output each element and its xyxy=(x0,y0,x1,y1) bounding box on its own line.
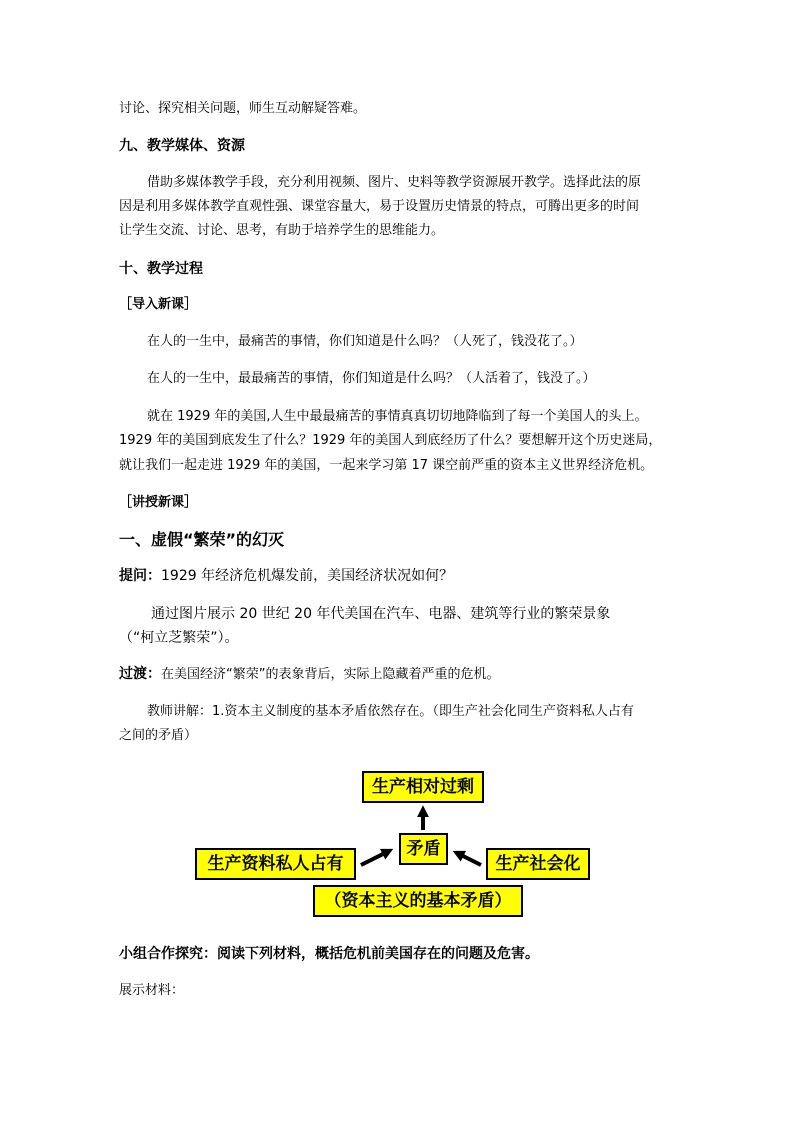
intro-label: ［导入新课］ xyxy=(119,297,198,312)
text-line: 讨论、探究相关问题，师生互动解疑答难。 xyxy=(119,101,367,116)
arrow-right-to-center xyxy=(457,853,481,865)
question-label: 提问： xyxy=(119,568,161,584)
lecture-label: ［讲授新课］ xyxy=(119,495,198,510)
section-heading: 一、虚假“繁荣”的幻灭 xyxy=(119,530,285,549)
question-line xyxy=(119,567,453,585)
text-line: 借助多媒体教学手段，充分利用视频、图片、史料等教学资源展开教学。选择此法的原 xyxy=(147,175,642,190)
text-line: 就在 1929 年的美国,人生中最最痛苦的事情真真切切地降临到了每一个美国人的头上。 xyxy=(147,409,648,424)
diagram-box-socialized-production: 生产社会化 xyxy=(486,848,590,880)
text-line: 通过图片展示 20 世纪 20 年代美国在汽车、电器、建筑等行业的繁荣景象 xyxy=(151,606,611,622)
text-line: 在人的一生中，最痛苦的事情，你们知道是什么吗？（人死了，钱没花了。） xyxy=(147,334,583,349)
diagram-box-private-ownership: 生产资料私人占有 xyxy=(195,848,356,880)
group-task: 小组合作探究：阅读下列材料，概括危机前美国存在的问题及危害。 xyxy=(119,946,539,962)
question-text: 1929 年经济危机爆发前，美国经济状况如何？ xyxy=(161,568,454,584)
text-line: 因是利用多媒体教学直观性强、课堂容量大，易于设置历史情景的特点，可腾出更多的时间 xyxy=(119,199,640,214)
transition-line xyxy=(119,666,499,683)
transition-label: 过渡： xyxy=(119,666,161,682)
text-line: 让学生交流、讨论、思考，有助于培养学生的思维能力。 xyxy=(119,223,445,238)
diagram-box-basic-contradiction: （资本主义的基本矛盾） xyxy=(313,885,523,917)
heading-teaching-process: 十、教学过程 xyxy=(119,261,203,277)
diagram-box-contradiction: 矛盾 xyxy=(399,833,448,865)
arrow-left-to-center xyxy=(361,851,389,865)
text-line: 教师讲解：1.资本主义制度的基本矛盾依然存在。（即生产社会化同生产资料私人占有 xyxy=(147,704,634,719)
text-line: 之间的矛盾） xyxy=(119,728,198,743)
text-line: 在人的一生中，最最痛苦的事情，你们知道是什么吗？（人活着了，钱没了。） xyxy=(147,371,596,386)
material-label: 展示材料： xyxy=(119,983,185,998)
heading-media-resources: 九、教学媒体、资源 xyxy=(119,138,245,154)
diagram-box-overproduction: 生产相对过剩 xyxy=(362,771,484,803)
transition-text: 在美国经济“繁荣”的表象背后，实际上隐藏着严重的危机。 xyxy=(161,667,500,682)
text-line: 1929 年的美国到底发生了什么？1929 年的美国人到底经历了什么？要想解开这个历史迷局， xyxy=(119,433,662,448)
text-line: （“柯立芝繁荣”）。 xyxy=(119,630,239,646)
text-line: 就让我们一起走进 1929 年的美国，一起来学习第 17 课空前严重的资本主义世界经济危机。 xyxy=(119,458,654,473)
